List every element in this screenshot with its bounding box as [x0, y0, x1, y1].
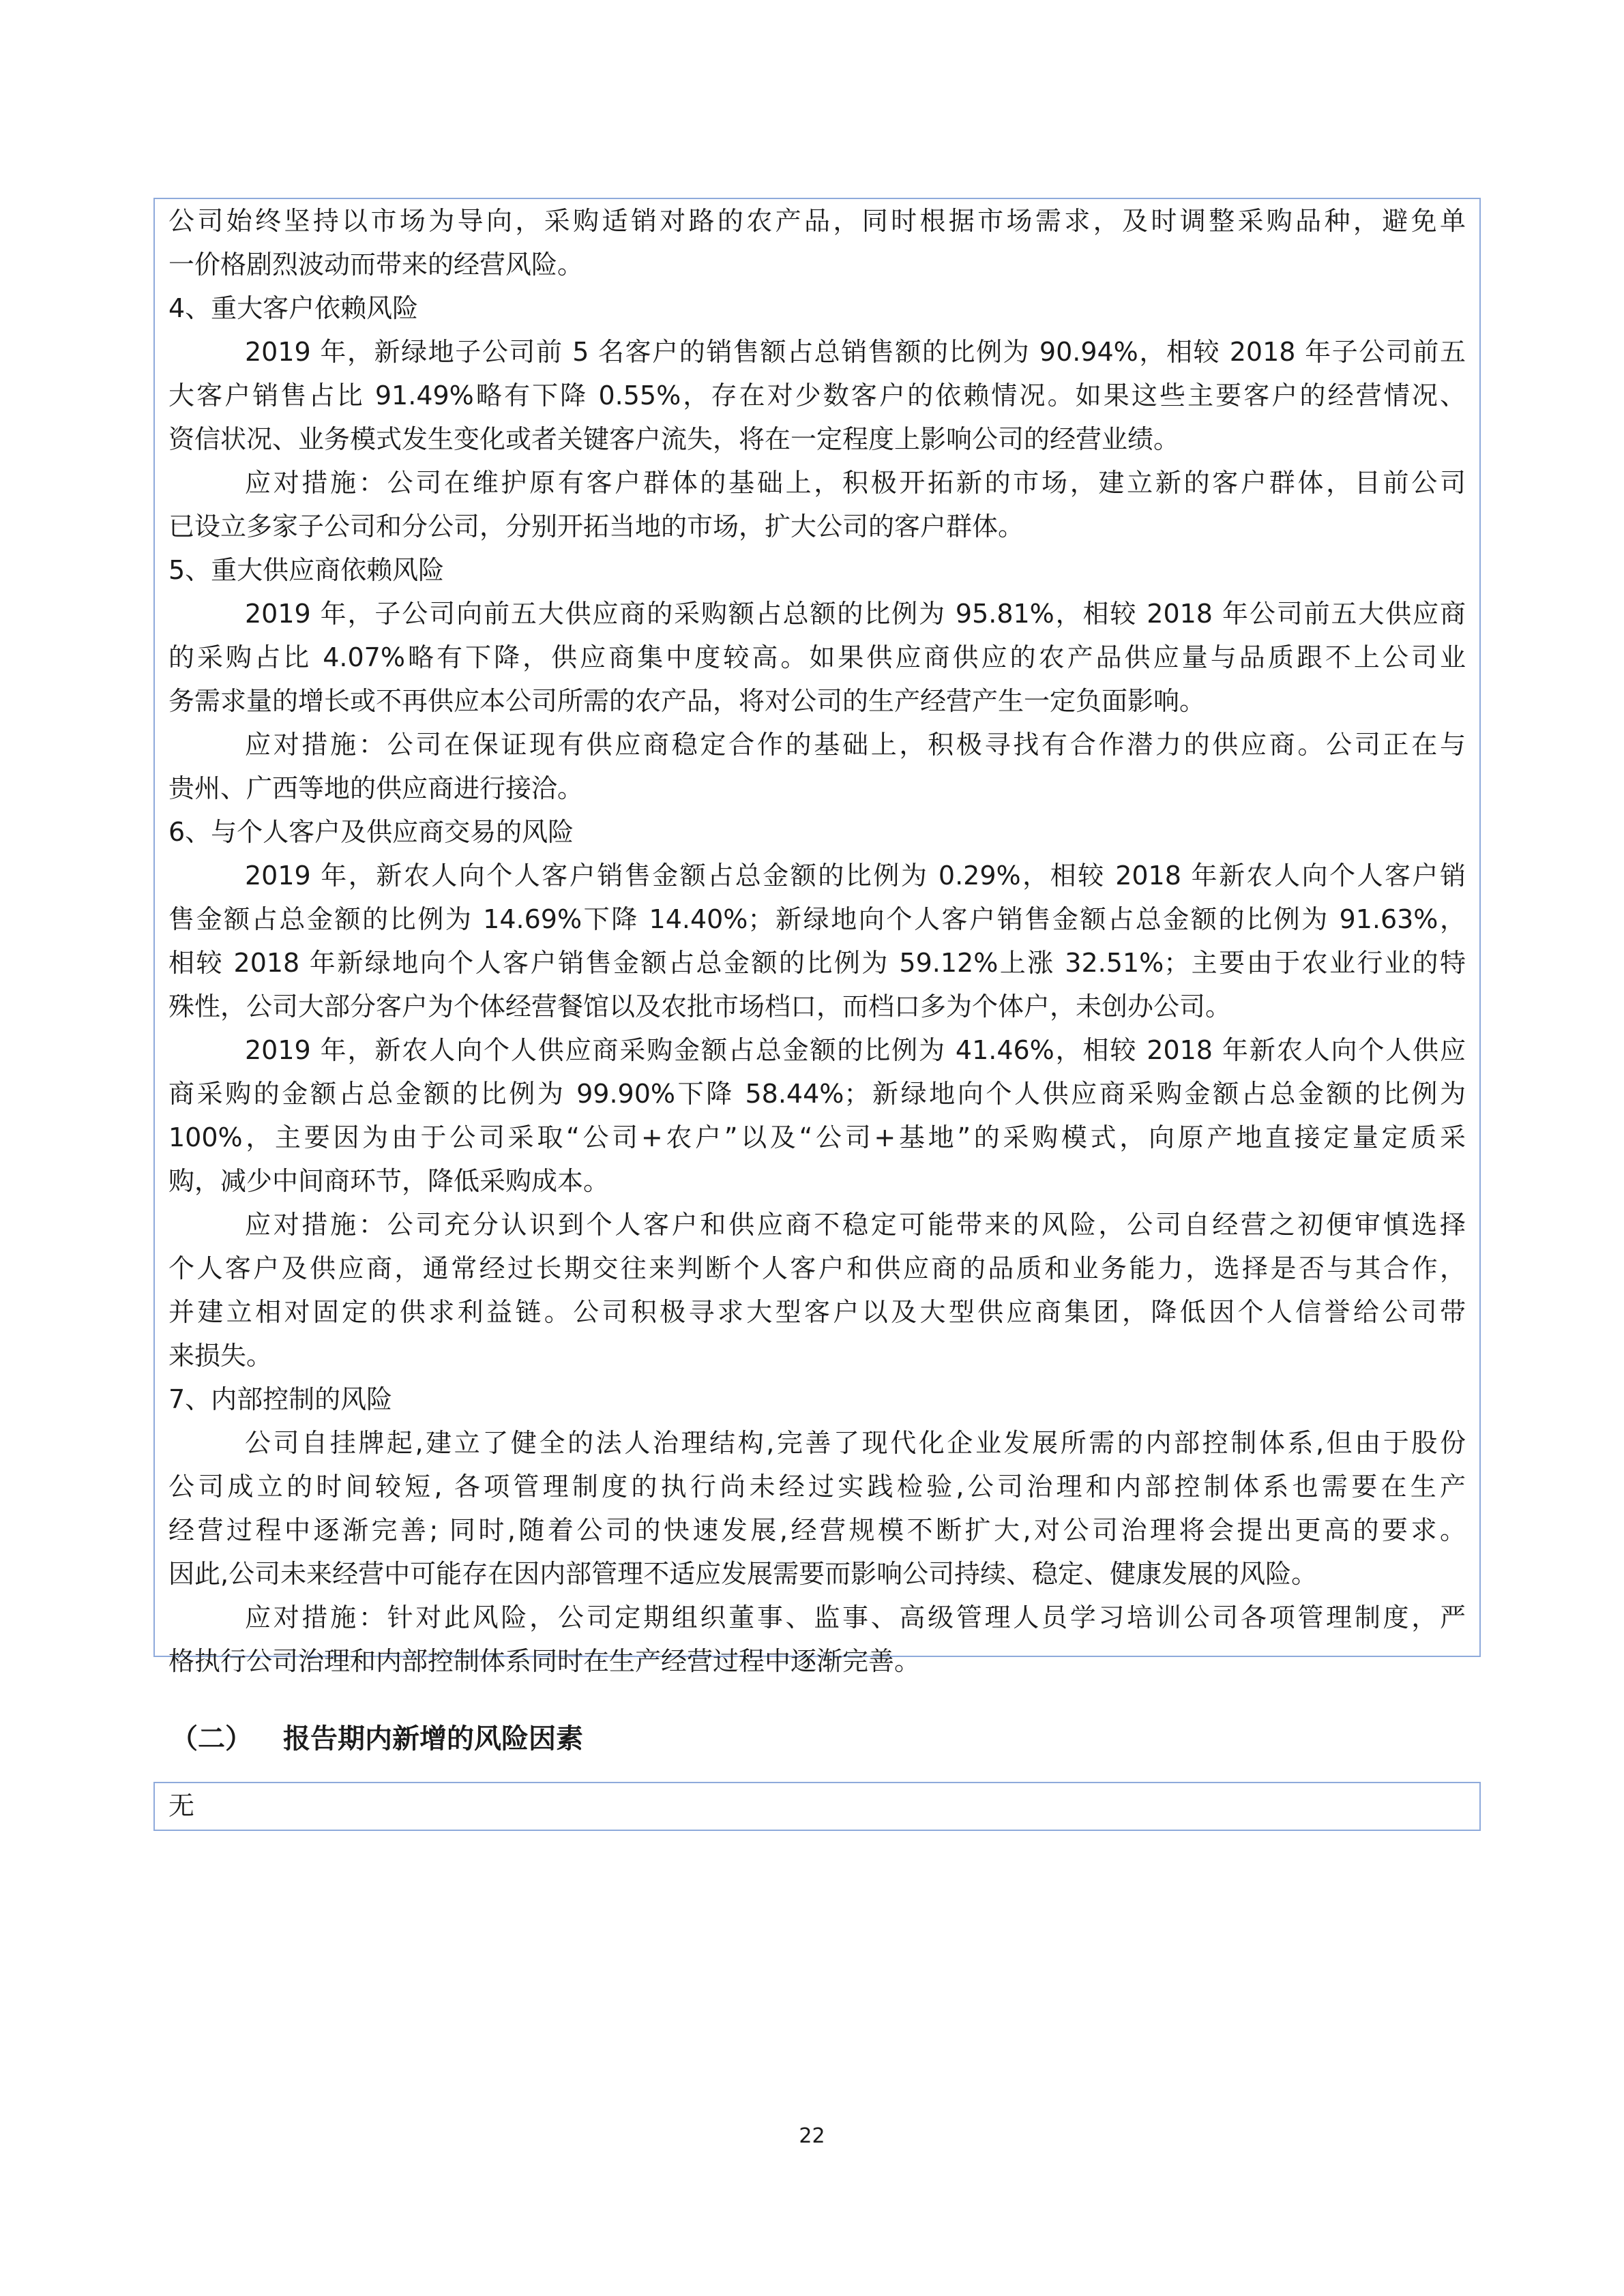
body-text-line: 殊性，公司大部分客户为个体经营餐馆以及农批市场档口，而档口多为个体户，未创办公司。	[168, 992, 1232, 1022]
body-text-line: 的采购占比 4.07%略有下降，供应商集中度较高。如果供应商供应的农产品供应量与品质跟不上公司业	[168, 642, 1466, 672]
section-title: 报告期内新增的风险因素	[283, 1723, 583, 1755]
body-text-line: 应对措施：公司在维护原有客户群体的基础上，积极开拓新的市场，建立新的客户群体，目前公司	[245, 468, 1466, 498]
body-text-line: 应对措施：公司充分认识到个人客户和供应商不稳定可能带来的风险，公司自经营之初便审慎选择	[245, 1210, 1466, 1240]
body-text-line: 100%，主要因为由于公司采取“公司+农户”以及“公司+基地”的采购模式，向原产地直接定量定质采	[168, 1122, 1466, 1152]
risk-factors-box	[153, 198, 1481, 1676]
body-text-line: 商采购的金额占总金额的比例为 99.90%下降 58.44%；新绿地向个人供应商采购金额占总金额的比例为	[168, 1079, 1466, 1109]
body-text-line: 应对措施：针对此风险，公司定期组织董事、监事、高级管理人员学习培训公司各项管理制度，严	[245, 1602, 1466, 1632]
body-text-line: 公司自挂牌起,建立了健全的法人治理结构,完善了现代化企业发展所需的内部控制体系,但由于股份	[245, 1428, 1466, 1458]
subheading-customer-dependency: 4、重大客户依赖风险	[168, 293, 419, 323]
body-text-line: 2019 年，新农人向个人客户销售金额占总金额的比例为 0.29%，相较 2018 年新农人向个人客户销	[245, 861, 1466, 891]
body-text-line: 资信状况、业务模式发生变化或者关键客户流失，将在一定程度上影响公司的经营业绩。	[168, 424, 1180, 454]
new-risk-factors-box	[153, 1782, 1481, 1831]
body-text-line: 应对措施：公司在保证现有供应商稳定合作的基础上，积极寻找有合作潜力的供应商。公司正在与	[245, 730, 1466, 760]
body-text-line: 2019 年，子公司向前五大供应商的采购额占总额的比例为 95.81%，相较 2018 年公司前五大供应商	[245, 599, 1466, 629]
body-text-line: 售金额占总金额的比例为 14.69%下降 14.40%；新绿地向个人客户销售金额占总金额的比例为 91.63%，	[168, 904, 1466, 934]
body-text-line: 因此,公司未来经营中可能存在因内部管理不适应发展需要而影响公司持续、稳定、健康发展的风险。	[168, 1559, 1318, 1589]
new-risk-factors-content: 无	[168, 1791, 195, 1821]
body-text-line: 来损失。	[168, 1341, 273, 1371]
subheading-supplier-dependency: 5、重大供应商依赖风险	[168, 555, 445, 585]
body-text-line: 经营过程中逐渐完善; 同时,随着公司的快速发展,经营规模不断扩大,对公司治理将会提出更高的要求。	[168, 1515, 1466, 1545]
page-number: 22	[799, 2124, 825, 2148]
body-text-line: 个人客户及供应商，通常经过长期交往来判断个人客户和供应商的品质和业务能力，选择是否与其合作，	[168, 1253, 1466, 1283]
section-number: （二）	[171, 1723, 252, 1755]
body-text-line: 公司始终坚持以市场为导向，采购适销对路的农产品，同时根据市场需求，及时调整采购品种，避免单	[168, 206, 1466, 236]
body-text-line: 购，减少中间商环节，降低采购成本。	[168, 1166, 610, 1196]
body-text-line: 格执行公司治理和内部控制体系同时在生产经营过程中逐渐完善。	[168, 1646, 921, 1676]
section-heading	[171, 1718, 583, 1759]
body-text-line: 一价格剧烈波动而带来的经营风险。	[168, 250, 584, 280]
subheading-individual-trade: 6、与个人客户及供应商交易的风险	[168, 817, 574, 847]
body-text-line: 并建立相对固定的供求利益链。公司积极寻求大型客户以及大型供应商集团，降低因个人信誉给公司带	[168, 1297, 1466, 1327]
body-text-line: 2019 年，新农人向个人供应商采购金额占总金额的比例为 41.46%，相较 2018 年新农人向个人供应	[245, 1035, 1466, 1065]
body-text-line: 公司成立的时间较短, 各项管理制度的执行尚未经过实践检验,公司治理和内部控制体系也需要在生产	[168, 1472, 1466, 1502]
body-text-line: 2019 年，新绿地子公司前 5 名客户的销售额占总销售额的比例为 90.94%，相较 2018 年子公司前五	[245, 337, 1466, 367]
body-text-line: 已设立多家子公司和分公司，分别开拓当地的市场，扩大公司的客户群体。	[168, 511, 1024, 541]
body-text-line: 贵州、广西等地的供应商进行接洽。	[168, 773, 584, 803]
body-text-line: 相较 2018 年新绿地向个人客户销售金额占总金额的比例为 59.12%上涨 32.51%；主要由于农业行业的特	[168, 948, 1466, 978]
body-text-line: 务需求量的增长或不再供应本公司所需的农产品，将对公司的生产经营产生一定负面影响。	[168, 686, 1206, 716]
subheading-internal-control: 7、内部控制的风险	[168, 1384, 393, 1414]
body-text-line: 大客户销售占比 91.49%略有下降 0.55%，存在对少数客户的依赖情况。如果这些主要客户的经营情况、	[168, 381, 1466, 411]
